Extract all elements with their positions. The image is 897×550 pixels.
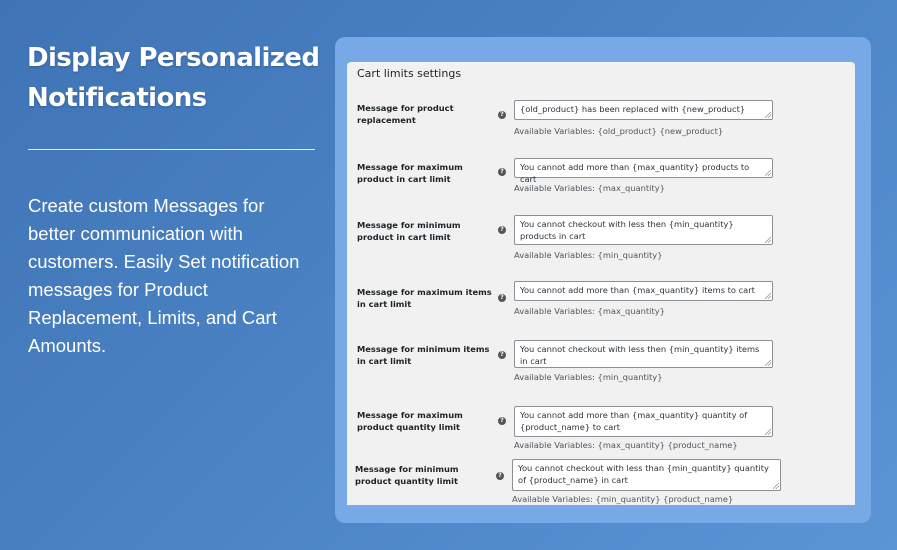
help-icon[interactable]: ?: [498, 111, 506, 119]
help-icon[interactable]: ?: [498, 226, 506, 234]
message-textarea-min-items-cart[interactable]: You cannot checkout with less then {min_quantity} items in cart: [514, 340, 773, 368]
setting-label: Message for maximum product quantity limit: [357, 410, 463, 432]
setting-label: Message for minimum product in cart limit: [357, 220, 461, 242]
help-icon[interactable]: ?: [498, 168, 506, 176]
available-variables: Available Variables: {old_product} {new_product}: [514, 126, 724, 136]
available-variables: Available Variables: {min_quantity}: [514, 250, 663, 260]
message-textarea-min-product-quantity[interactable]: You cannot checkout with less than {min_quantity} quantity of {product_name} in cart: [512, 459, 781, 491]
available-variables: Available Variables: {max_quantity} {product_name}: [514, 440, 738, 450]
available-variables: Available Variables: {min_quantity} {product_name}: [512, 494, 734, 504]
help-icon[interactable]: ?: [498, 294, 506, 302]
setting-label: Message for maximum items in cart limit: [357, 287, 492, 309]
message-textarea-product-replacement[interactable]: {old_product} has been replaced with {new_product}: [514, 100, 773, 120]
promo-divider: [28, 149, 315, 150]
message-textarea-max-product-quantity[interactable]: You cannot add more than {max_quantity} quantity of {product_name} to cart: [514, 406, 773, 437]
panel-title: Cart limits settings: [357, 67, 462, 80]
promo-headline: Display Personalized Notifications: [27, 43, 320, 113]
setting-label: Message for minimum items in cart limit: [357, 344, 490, 366]
message-textarea-max-items-cart[interactable]: You cannot add more than {max_quantity} items to cart: [514, 281, 773, 301]
available-variables: Available Variables: {min_quantity}: [514, 372, 663, 382]
help-icon[interactable]: ?: [498, 351, 506, 359]
available-variables: Available Variables: {max_quantity}: [514, 183, 665, 193]
available-variables: Available Variables: {max_quantity}: [514, 306, 665, 316]
setting-label: Message for minimum product quantity limit: [355, 464, 459, 486]
message-textarea-min-product-cart[interactable]: You cannot checkout with less then {min_quantity} products in cart: [514, 215, 773, 245]
help-icon[interactable]: ?: [496, 472, 504, 480]
setting-label: Message for product replacement: [357, 103, 454, 125]
promo-description: Create custom Messages for better communication with customers. Easily Set notification messages for Product Replacement, Limits, and Cart Amounts.: [28, 195, 300, 356]
message-textarea-max-product-cart[interactable]: You cannot add more than {max_quantity} products to cart: [514, 158, 773, 178]
setting-label: Message for maximum product in cart limit: [357, 162, 463, 184]
help-icon[interactable]: ?: [498, 417, 506, 425]
cart-limits-settings-panel: [347, 62, 855, 505]
